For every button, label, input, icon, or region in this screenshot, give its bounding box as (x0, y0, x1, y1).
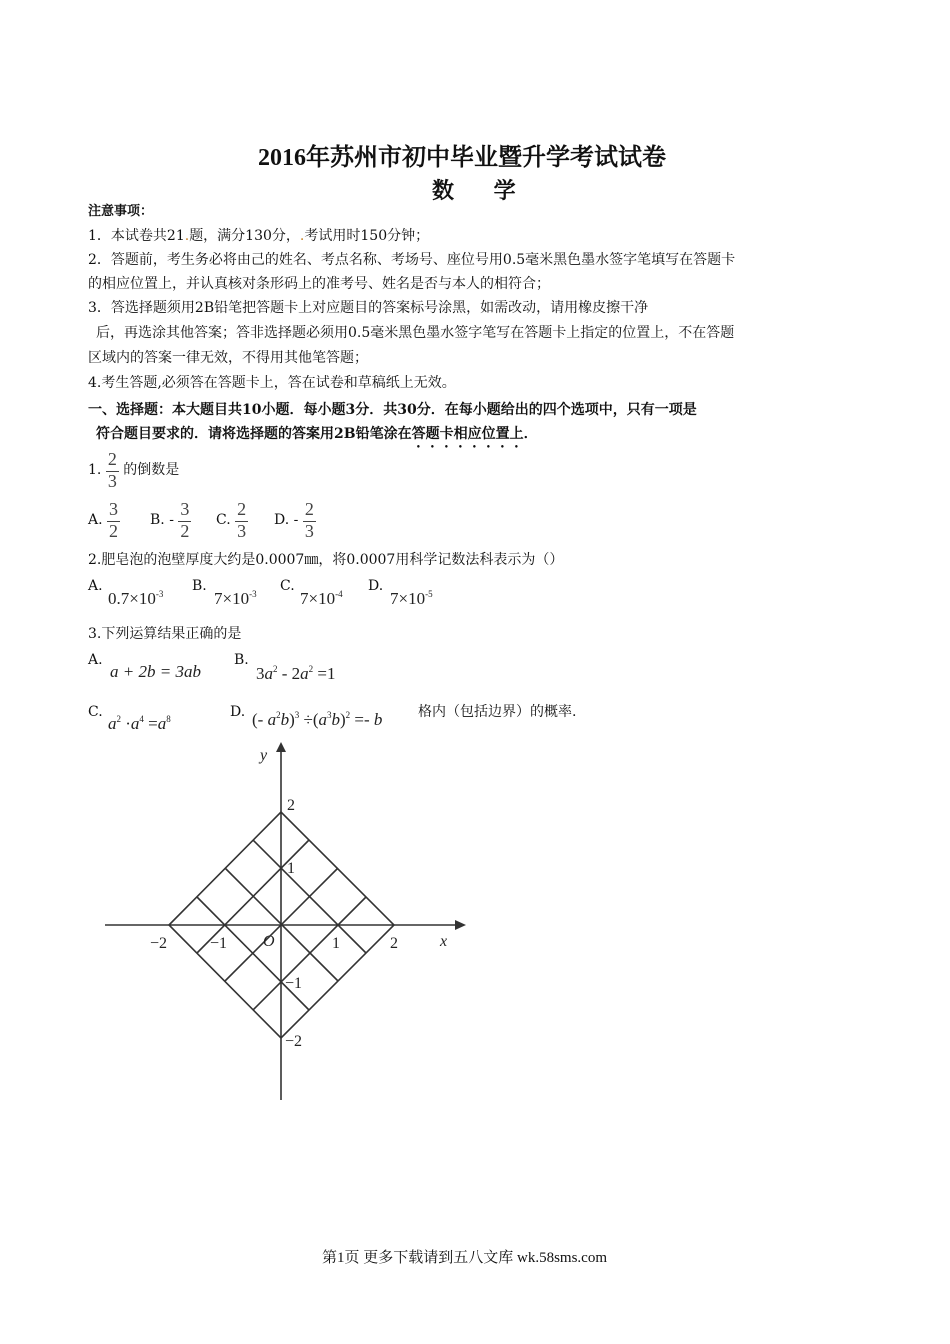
q3-option-d-expr: (- $a^2b)^3 \div(a^3b)^2 =- b$ (252, 710, 383, 729)
q1-option-d-label: D. (274, 512, 290, 528)
q1-option-d-den: 3 (304, 521, 314, 541)
q1-option-b-label: B. (150, 512, 165, 528)
q3-option-c-expr: $a^2 \cdot a^4 =a^8$ (108, 714, 171, 733)
section1-line-2-a: 符合题目要求的．请将选择题的答案用2B铅笔涂在 (96, 426, 412, 442)
q1-option-a (88, 500, 120, 540)
q2-option-d-expr (390, 589, 433, 609)
notes-line-4: 4.考生答题,必须答在答题卡上，答在试卷和草稿纸上无效。 (88, 375, 456, 391)
notes-line-3c: 区域内的答案一律无效，不得用其他笔答题； (88, 350, 368, 366)
notes-line-1-b: 题，满分130分， (189, 228, 300, 244)
q3-option-d-label: D. (230, 704, 246, 720)
q1-option-a-den: 2 (109, 521, 119, 541)
q1-frac-den: 3 (107, 471, 117, 491)
q1-option-d-num: 2 (304, 499, 314, 519)
q1-fraction (106, 450, 119, 490)
q1-option-a-frac (107, 500, 120, 540)
section1-line-2 (96, 424, 538, 451)
x-tick-2: 2 (390, 935, 398, 952)
notes-line-2b: 的相应位置上，并认真核对条形码上的准考号、姓名是否与本人的相符合； (88, 276, 550, 292)
q1-option-c-den: 3 (237, 521, 247, 541)
q1-option-b-num: 3 (180, 499, 190, 519)
x-tick-1: 1 (332, 935, 340, 952)
q2-option-c-exp: -4 (335, 589, 343, 599)
notes-line-1 (88, 226, 429, 246)
q2-option-b-label: B. (192, 578, 207, 594)
q2-option-a-expr (108, 589, 163, 609)
x-axis-label: x (440, 933, 448, 950)
q1-option-b (150, 500, 191, 540)
origin-label: O (263, 933, 275, 950)
q1-option-d-frac (303, 500, 316, 540)
coordinate-grid-figure (100, 740, 470, 1105)
q3-stem: 3.下列运算结果正确的是 (88, 626, 242, 642)
q2-option-a-label: A. (88, 578, 103, 594)
q1-option-a-label: A. (88, 512, 103, 528)
q1-option-c-label: C. (216, 512, 231, 528)
notes-heading: 注意事项： (88, 204, 154, 219)
q2-option-a-exp: -3 (155, 589, 164, 599)
page-title: 2016年苏州市初中毕业暨升学考试试卷 (258, 145, 666, 171)
x-tick-neg1: −1 (210, 935, 228, 952)
q1-option-c-num: 2 (237, 499, 247, 519)
q2-option-d-base: 7×10 (390, 589, 426, 608)
y-tick-neg1: −1 (285, 975, 303, 992)
q3-option-a-label: A. (88, 652, 103, 668)
y-tick-neg2: −2 (285, 1033, 303, 1050)
notes-line-2a: 2．答题前，考生务必将由己的姓名、考点名称、考场号、座位号用0.5毫米黑色墨水签字笔填写在答题卡 (88, 252, 736, 268)
q2-option-c-base: 7×10 (300, 589, 336, 608)
q1 (88, 450, 179, 490)
q3-option-a-expr: a + 2b = 3ab (110, 662, 201, 681)
x-axis-arrow (455, 920, 466, 930)
subject-title: 数 学 (432, 178, 518, 204)
q1-option-b-frac (178, 500, 191, 540)
q2-option-c-expr (300, 589, 343, 609)
notes-line-3b: 后，再选涂其他答案；答非选择题必须用0.5毫米黑色墨水签字笔写在答题卡上指定的位置上，不在答题 (96, 325, 735, 341)
q1-number: 1. (88, 462, 102, 478)
q1-stem: 的倒数是 (123, 462, 180, 478)
y-tick-1: 1 (287, 860, 295, 877)
q3-option-c-label: C. (88, 704, 103, 720)
y-tick-2: 2 (287, 797, 295, 814)
q2-option-a-base: 0.7×10 (108, 589, 156, 608)
notes-line-1-a: 1．本试卷共21 (88, 228, 185, 244)
y-axis-arrow (276, 742, 286, 752)
q3-option-b-label: B. (234, 652, 249, 668)
q2-option-b-expr (214, 589, 257, 609)
notes-line-3a: 3．答选择题须用2B铅笔把答题卡上对应题目的答案标号涂黑，如需改动，请用橡皮擦干净 (88, 300, 649, 316)
q2-stem: 2.肥皂泡的泡壁厚度大约是0.0007㎜，将0.0007用科学记数法科表示为（） (88, 552, 564, 568)
q1-frac-num: 2 (107, 449, 117, 469)
page-footer: 第1页 更多下载请到五八文库 wk.58sms.com (322, 1250, 608, 1266)
notes-line-1-dot-2: . (299, 228, 305, 244)
q3-option-b-expr: $3a^2 - 2a^2 =1$ (256, 664, 336, 683)
q1-option-d (274, 500, 316, 540)
q1-option-c (216, 500, 248, 540)
q2-option-b-base: 7×10 (214, 589, 250, 608)
section1-line-1: 一、选择题：本大题目共10小题．每小题3分．共30分．在每小题给出的四个选项中，只有一项是 (88, 402, 697, 418)
q2-option-d-exp: -5 (425, 589, 433, 599)
notes-line-1-dot: . (184, 228, 190, 244)
q1-option-b-sign: - (169, 512, 174, 528)
section1-line-2-end: ． (523, 426, 538, 442)
q2-option-c-label: C. (280, 578, 295, 594)
x-tick-neg2: −2 (150, 935, 168, 952)
q2-option-b-exp: -3 (249, 589, 257, 599)
q1-option-b-den: 2 (180, 521, 190, 541)
section1-answer-card-emphasis: 答题卡相应位置上 (411, 426, 524, 442)
q2-option-d-label: D. (368, 578, 384, 594)
notes-line-1-c: 考试用时150分钟； (304, 228, 430, 244)
q1-option-a-num: 3 (109, 499, 119, 519)
q3-trailing-text: 格内（包括边界）的概率. (418, 704, 577, 720)
y-axis-label: y (260, 747, 268, 764)
q1-option-c-frac (235, 500, 248, 540)
q1-option-d-sign: - (293, 512, 299, 528)
